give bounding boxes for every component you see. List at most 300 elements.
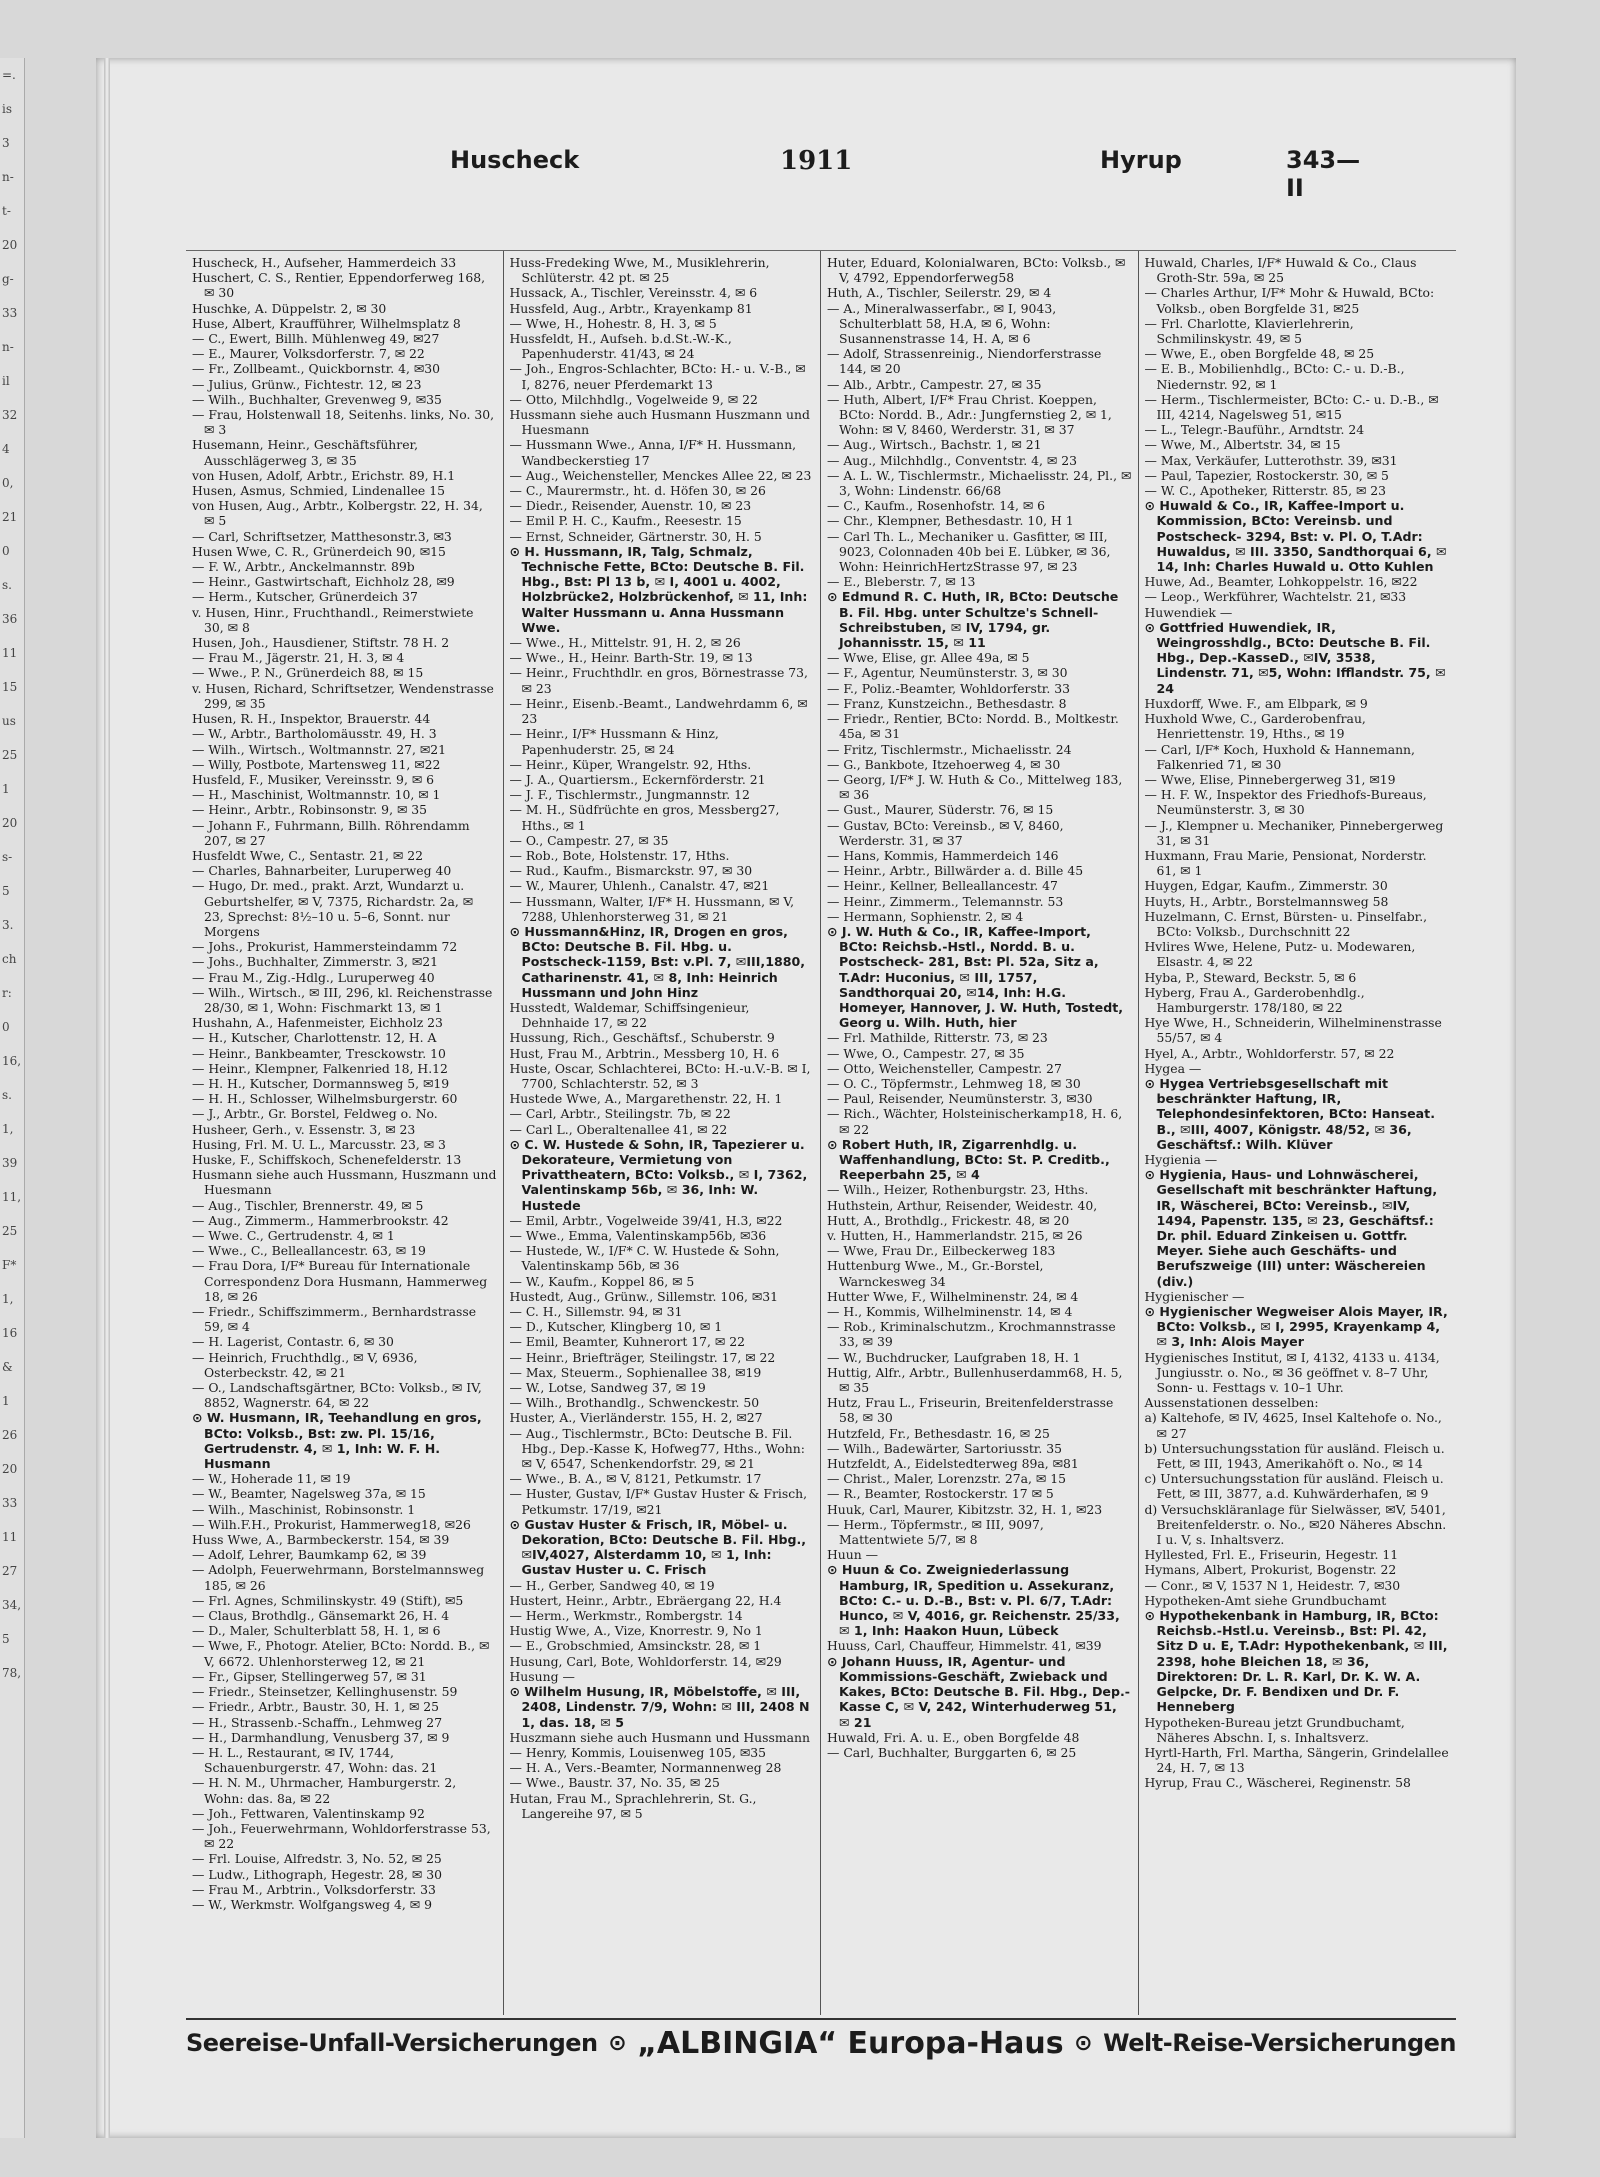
header-page-number: 343—II <box>1286 146 1361 202</box>
directory-entry: Hutzfeldt, A., Eidelstedterweg 89a, ✉81 <box>827 1456 1079 1472</box>
directory-entry: — F., Poliz.-Beamter, Wohldorferstr. 33 <box>827 680 1071 696</box>
adjacent-page-fragment: 20 <box>2 1462 18 1476</box>
directory-entry: — Herm., Töpfermstr., ✉ III, 9097, Mattentwiete 5/7, ✉ 8 <box>827 1516 1044 1548</box>
directory-entry: Hutan, Frau M., Sprachlehrerin, St. G., Langereihe 97, ✉ 5 <box>509 1790 757 1821</box>
directory-entry: — Rob., Bote, Holstenstr. 17, Hths. <box>509 847 730 863</box>
directory-entry: — Emil P. H. C., Kaufm., Reesestr. 15 <box>509 513 742 529</box>
directory-entry: Hyberg, Frau A., Garderobenhdlg., Hamburgerstr. 178/180, ✉ 22 <box>1144 984 1365 1015</box>
directory-entry: — Ludw., Lithograph, Hegestr. 28, ✉ 30 <box>192 1866 442 1882</box>
directory-entry: Husstedt, Waldemar, Schiffsingenieur, Dehnhaide 17, ✉ 22 <box>509 999 750 1031</box>
directory-entry: — Paul, Reisender, Neumünsterstr. 3, ✉30 <box>827 1091 1093 1107</box>
adjacent-page-fragment: 25 <box>2 748 18 762</box>
directory-entry: — Diedr., Reisender, Auenstr. 10, ✉ 23 <box>509 498 752 514</box>
directory-entry: a) Kaltehofe, ✉ IV, 4625, Insel Kaltehofe o. No., ✉ 27 <box>1144 1410 1442 1441</box>
adjacent-page-fragment: n- <box>2 170 14 184</box>
directory-entry: Hustede Wwe, A., Margarethenstr. 22, H. 1 <box>509 1091 783 1107</box>
directory-entry: — Frl. Charlotte, Klavierlehrerin, Schmilinskystr. 49, ✉ 5 <box>1144 315 1354 347</box>
directory-entry: — Wwe. C., Gertrudenstr. 4, ✉ 1 <box>192 1228 395 1243</box>
directory-entry: ⊙ Gottfried Huwendiek, IR, Weingrosshdlg., BCto: Deutsche B. Fil. Hbg., Dep.-KasseD., ✉IV, 3538, Lindenstr. 71, ✉5, Wohn: Ifflandstr. 75, ✉ 24 <box>1144 619 1446 696</box>
directory-entry: Husfeld, F., Musiker, Vereinsstr. 9, ✉ 6 <box>192 771 435 787</box>
directory-entry: — O., Campestr. 27, ✉ 35 <box>509 832 669 848</box>
directory-entry: Huse, Albert, Kraufführer, Wilhelmsplatz 8 <box>192 315 461 331</box>
directory-entry: — Carl L., Oberaltenallee 41, ✉ 22 <box>509 1121 728 1137</box>
adjacent-page-fragment: 5 <box>2 884 10 898</box>
directory-entry: Hust, Frau M., Arbtrin., Messberg 10, H. 6 <box>509 1045 780 1061</box>
directory-entry: — L., Telegr.-Bauführ., Arndtstr. 24 <box>1144 422 1365 438</box>
directory-entry: — G., Bankbote, Itzehoerweg 4, ✉ 30 <box>827 756 1061 772</box>
directory-entry: — H. Lagerist, Contastr. 6, ✉ 30 <box>192 1334 394 1350</box>
directory-entry: Husemann, Heinr., Geschäftsführer, Ausschlägerweg 3, ✉ 35 <box>192 437 419 468</box>
adjacent-page-fragment: g- <box>2 272 14 286</box>
directory-entry: — Friedr., Schiffszimmerm., Bernhardstrasse 59, ✉ 4 <box>192 1304 477 1335</box>
directory-entry: ⊙ Huun & Co. Zweigniederlassung Hamburg, IR, Spedition u. Assekuranz, BCto: C.- u. D.-B., Bst: v. Pl. 6/7, T.Adr: Hunco, ✉ V, 4016, gr. Reichenstr. 25/33, ✉ 1, Inh: Haakon Huun, Lübeck <box>827 1562 1120 1639</box>
directory-entry: ⊙ Hypothekenbank in Hamburg, IR, BCto: Reichsb.-Hstl.u. Vereinsb., Bst: Pl. 42, Sitz D u. E, T.Adr: Hypothekenbank, ✉ III, 2398, hohe Bleichen 18, ✉ 36, Direktoren: Dr. L. R. Karl, Dr. K. W. A. Gelpcke, Dr. F. Bendixen und Dr. F. Henneberg <box>1144 1608 1448 1715</box>
directory-entry: Husfeldt Wwe, C., Sentastr. 21, ✉ 22 <box>192 847 423 863</box>
directory-entry: — C., Ewert, Billh. Mühlenweg 49, ✉27 <box>192 331 440 347</box>
directory-entry: Huss Wwe, A., Barmbeckerstr. 154, ✉ 39 <box>192 1532 450 1548</box>
directory-entry: ⊙ Hygea Vertriebsgesellschaft mit beschränkter Haftung, IR, Telephondesinfektoren, BCto: Hanseat. B., ✉III, 4007, Königstr. 48/52, ✉ 36, Geschäftsf.: Wilh. Klüver <box>1144 1075 1435 1152</box>
directory-entry: Hutter Wwe, F., Wilhelminenstr. 24, ✉ 4 <box>827 1288 1079 1304</box>
adjacent-page-fragment: 21 <box>2 510 18 524</box>
directory-entry: — Otto, Weichensteller, Campestr. 27 <box>827 1060 1062 1076</box>
directory-entry: Hvlires Wwe, Helene, Putz- u. Modewaren, Elsastr. 4, ✉ 22 <box>1144 939 1416 970</box>
directory-entry: — Johs., Prokurist, Hammersteindamm 72 <box>192 939 458 955</box>
directory-entry: Hye Wwe, H., Schneiderin, Wilhelminenstrasse 55/57, ✉ 4 <box>1144 1015 1442 1046</box>
directory-entry: — Leop., Werkführer, Wachtelstr. 21, ✉33 <box>1144 589 1407 605</box>
directory-entry: — Frau M., Zig.-Hdlg., Luruperweg 40 <box>192 969 435 985</box>
directory-entry: — W., Buchdrucker, Laufgraben 18, H. 1 <box>827 1349 1081 1365</box>
adjacent-page-fragment: F* <box>2 1258 17 1272</box>
directory-entry: — F. W., Arbtr., Anckelmannstr. 89b <box>192 559 415 575</box>
directory-column-2 <box>504 251 822 2015</box>
directory-entry: — Frl. Louise, Alfredstr. 3, No. 52, ✉ 25 <box>192 1851 442 1867</box>
directory-entry: — C. H., Sillemstr. 94, ✉ 31 <box>509 1304 683 1320</box>
directory-entry: — Willy, Postbote, Martensweg 11, ✉22 <box>192 756 441 772</box>
directory-entry: Husmann siehe auch Hussmann, Huszmann und Huesmann <box>192 1167 497 1198</box>
adjacent-page-fragment: 11 <box>2 1530 18 1544</box>
directory-entry: — Frau M., Arbtrin., Volksdorferstr. 33 <box>192 1881 436 1897</box>
directory-entry: Huster, A., Vierländerstr. 155, H. 2, ✉27 <box>509 1410 763 1426</box>
directory-entry: — Friedr., Steinsetzer, Kellinghusenstr. 59 <box>192 1684 458 1700</box>
directory-entry: — H. H., Schlosser, Wilhelmsburgerstr. 60 <box>192 1091 458 1107</box>
directory-entry: — W., Kaufm., Koppel 86, ✉ 5 <box>509 1273 695 1289</box>
directory-entry: Hygienisches Institut, ✉ I, 4132, 4133 u. 4134, Jungiusstr. o. No., ✉ 36 geöffnet v. 8–7 Uhr, Sonn- u. Festtags v. 10–1 Uhr. <box>1144 1349 1440 1396</box>
adjacent-page-fragment: 20 <box>2 238 18 252</box>
directory-entry: — Wwe, Frau Dr., Eilbeckerweg 183 <box>827 1243 1056 1259</box>
directory-entry: — Frau M., Jägerstr. 21, H. 3, ✉ 4 <box>192 650 405 666</box>
directory-entry: — W., Maurer, Uhlenh., Canalstr. 47, ✉21 <box>509 878 770 894</box>
directory-entry: — H., Darmhandlung, Venusberg 37, ✉ 9 <box>192 1729 450 1745</box>
adjacent-page-fragment: ch <box>2 952 17 966</box>
directory-entry: ⊙ Hygienischer Wegweiser Alois Mayer, IR, BCto: Volksb., ✉ I, 2995, Krayenkamp 4, ✉ 3, Inh: Alois Mayer <box>1144 1304 1448 1350</box>
directory-entry: — Huth, Albert, I/F* Frau Christ. Koeppen, BCto: Nordd. B., Adr.: Jungfernstieg 2, ✉ 1, Wohn: ✉ V, 8460, Werderstr. 31, ✉ 37 <box>827 391 1112 438</box>
directory-entry: Husheer, Gerh., v. Essenstr. 3, ✉ 23 <box>192 1121 416 1137</box>
directory-entry: ⊙ Gustav Huster & Frisch, IR, Möbel- u. Dekoration, BCto: Deutsche B. Fil. Hbg., ✉IV,4027, Alsterdamm 10, ✉ 1, Inh: Gustav Huster u. C. Frisch <box>509 1516 807 1578</box>
directory-entry: — Herm., Tischlermeister, BCto: C.- u. D.-B., ✉ III, 4214, Nagelsweg 51, ✉15 <box>1144 391 1439 423</box>
directory-entry: Hyrup, Frau C., Wäscherei, Reginenstr. 58 <box>1144 1775 1411 1791</box>
directory-entry: — Wilh., Wirtsch., ✉ III, 296, kl. Reichenstrasse 28/30, ✉ 1, Wohn: Fischmarkt 13, ✉ 1 <box>192 984 493 1015</box>
directory-entry: — Heinr., Gastwirtschaft, Eichholz 28, ✉9 <box>192 574 455 590</box>
directory-entry: — Heinr., I/F* Hussmann & Hinz, Papenhuderstr. 25, ✉ 24 <box>509 726 719 757</box>
directory-entry: — Adolf, Strassenreinig., Niendorferstrasse 144, ✉ 20 <box>827 346 1102 377</box>
directory-entry: — Adolph, Feuerwehrmann, Borstelmannsweg 185, ✉ 26 <box>192 1562 485 1593</box>
adjacent-page-fragment: 1 <box>2 1394 10 1408</box>
directory-entry: — Johann F., Fuhrmann, Billh. Röhrendamm 207, ✉ 27 <box>192 817 470 848</box>
directory-entry: Hussack, A., Tischler, Vereinsstr. 4, ✉ 6 <box>509 285 758 301</box>
directory-entry: — Otto, Milchhdlg., Vogelweide 9, ✉ 22 <box>509 391 758 407</box>
directory-entry: — Heinr., Kellner, Belleallancestr. 47 <box>827 878 1058 894</box>
directory-entry: — W. C., Apotheker, Ritterstr. 85, ✉ 23 <box>1144 483 1387 499</box>
directory-entry: ⊙ J. W. Huth & Co., IR, Kaffee-Import, BCto: Reichsb.-Hstl., Nordd. B. u. Postscheck- 281, Bst: Pl. 52a, Sitz a, T.Adr: Huconius, ✉ III, 1757, Sandthorquai 20, ✉14, Inh: H.G. Homeyer, Hannover, J. W. Huth, Tostedt, Georg u. Wilh. Huth, hier <box>827 923 1124 1031</box>
adjacent-page-fragment: n- <box>2 340 14 354</box>
directory-entry: — Gust., Maurer, Süderstr. 76, ✉ 15 <box>827 802 1054 818</box>
adjacent-page-fragment: us <box>2 714 16 728</box>
adjacent-page-fragment: il <box>2 374 10 388</box>
directory-entry: — Joh., Feuerwehrmann, Wohldorferstrasse 53, ✉ 22 <box>192 1820 491 1852</box>
directory-entry: — Hussmann, Walter, I/F* H. Hussmann, ✉ V, 7288, Uhlenhorsterweg 31, ✉ 21 <box>509 893 795 924</box>
directory-entry: Huwe, Ad., Beamter, Lohkoppelstr. 16, ✉22 <box>1144 574 1418 590</box>
directory-entry: Hussung, Rich., Geschäftsf., Schuberstr. 9 <box>509 1030 775 1046</box>
directory-entry: v. Hutten, H., Hammerlandstr. 215, ✉ 26 <box>827 1228 1083 1243</box>
directory-entry: — Fr., Gipser, Stellingerweg 57, ✉ 31 <box>192 1668 427 1684</box>
directory-entry: — Frl. Agnes, Schmilinskystr. 49 (Stift), ✉5 <box>192 1592 464 1608</box>
directory-entry: — Carl, I/F* Koch, Huxhold & Hannemann, Falkenried 71, ✉ 30 <box>1144 741 1415 772</box>
adjacent-page-fragment: 16 <box>2 1326 18 1340</box>
directory-entry: — Aug., Wirtsch., Bachstr. 1, ✉ 21 <box>827 437 1042 453</box>
directory-entry: — H., Kutscher, Charlottenstr. 12, H. A <box>192 1030 437 1046</box>
directory-entry: Husen, R. H., Inspektor, Brauerstr. 44 <box>192 711 431 727</box>
directory-entry: Hypotheken-Amt siehe Grundbuchamt <box>1144 1592 1387 1608</box>
directory-entry: — Herm., Kutscher, Grünerdeich 37 <box>192 589 418 605</box>
directory-entry: — Gustav, BCto: Vereinsb., ✉ V, 8460, Werderstr. 31, ✉ 37 <box>827 817 1064 848</box>
footer-advertisement <box>186 2018 1456 2066</box>
directory-entry: Huss-Fredeking Wwe, M., Musiklehrerin, Schlüterstr. 42 pt. ✉ 25 <box>509 255 770 286</box>
directory-entry: — Heinr., Eisenb.-Beamt., Landwehrdamm 6, ✉ 23 <box>509 695 808 727</box>
adjacent-page-fragment: 33 <box>2 1496 18 1510</box>
adjacent-page-fragment: 1, <box>2 1122 14 1136</box>
directory-entry: — Heinr., Briefträger, Steilingstr. 17, ✉ 22 <box>509 1349 776 1365</box>
directory-entry: — F., Agentur, Neumünsterstr. 3, ✉ 30 <box>827 665 1068 681</box>
directory-entry: Aussenstationen desselben: <box>1144 1395 1319 1411</box>
directory-entry: — Heinr., Arbtr., Robinsonstr. 9, ✉ 35 <box>192 802 428 818</box>
directory-entry: — H., Maschinist, Woltmannstr. 10, ✉ 1 <box>192 787 441 803</box>
directory-entry: — Franz, Kunstzeichn., Bethesdastr. 8 <box>827 695 1067 711</box>
directory-entry: — Heinr., Küper, Wrangelstr. 92, Hths. <box>509 756 752 772</box>
directory-entry: — Heinr., Fruchthdlr. en gros, Börnestrasse 73, ✉ 23 <box>509 665 808 696</box>
directory-entry: Huttenburg Wwe., M., Gr.-Borstel, Warnckesweg 34 <box>827 1258 1044 1289</box>
adjacent-page-fragment: 32 <box>2 408 18 422</box>
directory-entry: Huttig, Alfr., Arbtr., Bullenhuserdamm68, H. 5, ✉ 35 <box>827 1364 1123 1396</box>
directory-entry: Huschert, C. S., Rentier, Eppendorferweg 168, ✉ 30 <box>192 270 486 301</box>
adjacent-page-edge <box>0 58 25 2138</box>
adjacent-page-fragment: 5 <box>2 1632 10 1646</box>
directory-entry: — H. N. M., Uhrmacher, Hamburgerstr. 2, Wohn: das. 8a, ✉ 22 <box>192 1775 457 1806</box>
directory-entry: Huste, Oscar, Schlachterei, BCto: H.-u.V.-B. ✉ I, 7700, Schlachterstr. 52, ✉ 3 <box>509 1060 811 1091</box>
directory-entry: — H., Gerber, Sandweg 40, ✉ 19 <box>509 1577 715 1593</box>
directory-entry: — W., Beamter, Nagelsweg 37a, ✉ 15 <box>192 1486 426 1502</box>
adjacent-page-fragment: 20 <box>2 816 18 830</box>
directory-entry: — Aug., Weichensteller, Menckes Allee 22, ✉ 23 <box>509 467 812 483</box>
adjacent-page-fragment: t- <box>2 204 11 218</box>
directory-entry: ⊙ Hygienia, Haus- und Lohnwäscherei, Gesellschaft mit beschränkter Haftung, IR, Wäscherei, BCto: Vereinsb., ✉IV, 1494, Papenstr. 135, ✉ 23, Geschäftsf.: Dr. phil. Eduard Zinkeisen u. Gottfr. Meyer. Siehe auch Geschäfts- und Berufszweige (III) unter: Wäschereien (div.) <box>1144 1167 1438 1289</box>
directory-entry: — Fritz, Tischlermstr., Michaelisstr. 24 <box>827 741 1072 757</box>
header-last-name: Hyrup <box>1100 146 1182 174</box>
directory-entry: — W., Arbtr., Bartholomäusstr. 49, H. 3 <box>192 726 437 742</box>
directory-entry: c) Untersuchungsstation für ausländ. Fleisch u. Fett, ✉ III, 3877, a.d. Kuhwärderhafen, ✉ 9 <box>1144 1471 1444 1502</box>
directory-entry: Hyrtl-Harth, Frl. Martha, Sängerin, Grindelallee 24, H. 7, ✉ 13 <box>1144 1744 1449 1776</box>
directory-entry: — Rud., Kaufm., Bismarckstr. 97, ✉ 30 <box>509 863 753 879</box>
directory-entry: ⊙ Johann Huuss, IR, Agentur- und Kommissions-Geschäft, Zwieback und Kakes, BCto: Deutsche B. Fil. Hbg., Dep.-Kasse C, ✉ V, 242, Winterhuderweg 51, ✉ 21 <box>827 1653 1130 1730</box>
directory-entry: — Hugo, Dr. med., prakt. Arzt, Wundarzt u. Geburtshelfer, ✉ V, 7375, Richardstr. 2a, ✉ 23, Sprechst: 8½–10 u. 5–6, Sonnt. nur Morgens <box>192 878 474 939</box>
directory-entry: Hussfeldt, H., Aufseh. b.d.St.-W.-K., Papenhuderstr. 41/43, ✉ 24 <box>509 331 732 362</box>
directory-entry: Huter, Eduard, Kolonialwaren, BCto: Volksb., ✉ V, 4792, Eppendorferweg58 <box>827 255 1126 286</box>
directory-entry: — Herm., Werkmstr., Rombergstr. 14 <box>509 1608 743 1624</box>
footer-right-text: Welt-Reise-Versicherungen <box>1103 2029 1456 2057</box>
directory-entry: — Carl, Arbtr., Steilingstr. 7b, ✉ 22 <box>509 1106 731 1122</box>
directory-entry: — H. F. W., Inspektor des Friedhofs-Bureaus, Neumünsterstr. 3, ✉ 30 <box>1144 787 1427 818</box>
directory-entry: Hygienischer — <box>1144 1288 1245 1304</box>
directory-entry: Huxdorff, Wwe. F., am Elbpark, ✉ 9 <box>1144 695 1368 711</box>
directory-entry: Huuss, Carl, Chauffeur, Himmelstr. 41, ✉39 <box>827 1638 1102 1654</box>
directory-entry: — Emil, Arbtr., Vogelweide 39/41, H.3, ✉22 <box>509 1212 783 1228</box>
directory-entry: — Wilh., Heizer, Rothenburgstr. 23, Hths. <box>827 1182 1089 1198</box>
directory-entry: — Christ., Maler, Lorenzstr. 27a, ✉ 15 <box>827 1471 1066 1487</box>
directory-entry: Husung, Carl, Bote, Wohldorferstr. 14, ✉29 <box>509 1653 782 1669</box>
directory-entry: ⊙ Wilhelm Husung, IR, Möbelstoffe, ✉ III, 2408, Lindenstr. 7/9, Wohn: ✉ III, 2408 N 1, das. 18, ✉ 5 <box>509 1684 810 1730</box>
directory-entry: Huszmann siehe auch Husmann und Hussmann <box>509 1729 810 1745</box>
adjacent-page-fragment: 15 <box>2 680 18 694</box>
directory-entry: — Rich., Wächter, Holsteinischerkamp18, H. 6, ✉ 22 <box>827 1106 1123 1137</box>
directory-entry: Huth, A., Tischler, Seilerstr. 29, ✉ 4 <box>827 285 1052 301</box>
directory-entry: — E., Grobschmied, Amsinckstr. 28, ✉ 1 <box>509 1638 762 1654</box>
directory-entry: — Wwe, E., oben Borgfelde 48, ✉ 25 <box>1144 346 1375 362</box>
directory-entry: — Aug., Tischler, Brennerstr. 49, ✉ 5 <box>192 1197 424 1213</box>
directory-entry: Huun — <box>827 1547 879 1563</box>
directory-entry: — Carl, Schriftsetzer, Matthesonstr.3, ✉3 <box>192 528 452 544</box>
directory-entry: — Carl Th. L., Mechaniker u. Gasfitter, ✉ III, 9023, Colonnaden 40b bei E. Lübker, ✉ 36, Wohn: HeinrichHertzStrasse 97, ✉ 23 <box>827 528 1111 575</box>
directory-entry: — Heinrich, Fruchthdlg., ✉ V, 6936, Osterbeckstr. 42, ✉ 21 <box>192 1349 418 1380</box>
directory-entry: — J., Klempner u. Mechaniker, Pinnebergerweg 31, ✉ 31 <box>1144 817 1444 848</box>
directory-entry: Huschke, A. Düppelstr. 2, ✉ 30 <box>192 300 387 316</box>
adjacent-page-fragment: s- <box>2 850 13 864</box>
directory-entry: Hygienia — <box>1144 1151 1218 1167</box>
directory-entry: Hussfeld, Aug., Arbtr., Krayenkamp 81 <box>509 300 753 316</box>
directory-entry: Huxmann, Frau Marie, Pensionat, Norderstr. 61, ✉ 1 <box>1144 847 1427 879</box>
directory-entry: — Wwe., H., Heinr. Barth-Str. 19, ✉ 13 <box>509 650 753 666</box>
directory-entry: Hustedt, Aug., Grünw., Sillemstr. 106, ✉31 <box>509 1288 779 1304</box>
directory-entry: — Henry, Kommis, Louisenweg 105, ✉35 <box>509 1744 766 1760</box>
footer-separator-1: ⊙ <box>608 2030 627 2056</box>
directory-entry: Hyllested, Frl. E., Friseurin, Hegestr. 11 <box>1144 1547 1399 1563</box>
directory-entry: — Frl. Mathilde, Ritterstr. 73, ✉ 23 <box>827 1030 1048 1046</box>
directory-entry: — Friedr., Rentier, BCto: Nordd. B., Moltkestr. 45a, ✉ 31 <box>827 711 1119 742</box>
directory-entry: — Heinr., Zimmerm., Telemannstr. 53 <box>827 893 1064 909</box>
directory-entry: — Heinr., Bankbeamter, Tresckowstr. 10 <box>192 1045 446 1061</box>
directory-entry: — W., Lotse, Sandweg 37, ✉ 19 <box>509 1380 706 1396</box>
adjacent-page-fragment: 0, <box>2 476 14 490</box>
adjacent-page-fragment: 33 <box>2 306 18 320</box>
directory-entry: Husen, Asmus, Schmied, Lindenallee 15 <box>192 483 445 499</box>
directory-entry: Hustig Wwe, A., Vize, Knorrestr. 9, No 1 <box>509 1623 763 1639</box>
directory-entry: — Wilh., Maschinist, Robinsonstr. 1 <box>192 1501 416 1517</box>
directory-entry: Huske, F., Schiffskoch, Schenefelderstr. 13 <box>192 1151 462 1167</box>
directory-entry: — C., Maurermstr., ht. d. Höfen 30, ✉ 26 <box>509 483 766 499</box>
directory-entry: — O., Landschaftsgärtner, BCto: Volksb., ✉ IV, 8852, Wagnerstr. 64, ✉ 22 <box>192 1380 482 1411</box>
directory-entry: ⊙ W. Husmann, IR, Teehandlung en gros, BCto: Volksb., Bst: zw. Pl. 15/16, Gertrudenstr. 4, ✉ 1, Inh: W. F. H. Husmann <box>192 1410 482 1472</box>
directory-entry: — H. A., Vers.-Beamter, Normannenweg 28 <box>509 1760 782 1776</box>
directory-entry: — Charles Arthur, I/F* Mohr & Huwald, BCto: Volksb., oben Borgfelde 31, ✉25 <box>1144 285 1435 316</box>
directory-entry: — E., Bleberstr. 7, ✉ 13 <box>827 574 976 590</box>
adjacent-page-fragment: 25 <box>2 1224 18 1238</box>
adjacent-page-fragment: 11, <box>2 1190 22 1204</box>
footer-company-name: „ALBINGIA“ Europa-Haus <box>637 2025 1064 2061</box>
directory-entry: — Emil, Beamter, Kuhnerort 17, ✉ 22 <box>509 1334 745 1350</box>
adjacent-page-fragment: 0 <box>2 1020 10 1034</box>
adjacent-page-fragment: r: <box>2 986 12 1000</box>
directory-entry: — Wwe., P. N., Grünerdeich 88, ✉ 15 <box>192 665 424 681</box>
directory-column-4 <box>1139 251 1457 2015</box>
directory-entry: — J. A., Quartiersm., Eckernförderstr. 21 <box>509 771 766 787</box>
directory-entry: von Husen, Adolf, Arbtr., Erichstr. 89, H.1 <box>192 467 456 483</box>
directory-entry: — E., Maurer, Volksdorferstr. 7, ✉ 22 <box>192 346 425 362</box>
directory-entry: — H., Kommis, Wilhelminenstr. 14, ✉ 4 <box>827 1304 1073 1320</box>
directory-entry: — Hussmann Wwe., Anna, I/F* H. Hussmann, Wandbeckerstieg 17 <box>509 437 797 468</box>
directory-entry: Hutt, A., Brothdlg., Frickestr. 48, ✉ 20 <box>827 1212 1070 1228</box>
adjacent-page-fragment: s. <box>2 578 12 592</box>
directory-entry: — H. H., Kutscher, Dormannsweg 5, ✉19 <box>192 1075 450 1091</box>
directory-entry: — Chr., Klempner, Bethesdastr. 10, H 1 <box>827 513 1074 529</box>
directory-entry: Huwald, Charles, I/F* Huwald & Co., Claus Groth-Str. 59a, ✉ 25 <box>1144 255 1417 286</box>
page-fold <box>104 58 110 2138</box>
directory-entry: Hyel, A., Arbtr., Wohldorferstr. 57, ✉ 22 <box>1144 1045 1395 1061</box>
adjacent-page-fragment: 1, <box>2 1292 14 1306</box>
header-year: 1911 <box>780 146 853 176</box>
footer-left-text: Seereise-Unfall-Versicherungen <box>186 2029 598 2057</box>
directory-entry: Huscheck, H., Aufseher, Hammerdeich 33 <box>192 255 457 270</box>
directory-entry: Huthstein, Arthur, Reisender, Weidestr. 40, <box>827 1197 1098 1213</box>
directory-entry: — W., Werkmstr. Wolfgangsweg 4, ✉ 9 <box>192 1896 432 1912</box>
directory-entry: Huzelmann, C. Ernst, Bürsten- u. Pinselfabr., BCto: Volksb., Durchschnitt 22 <box>1144 908 1428 939</box>
directory-entry: — J., Arbtr., Gr. Borstel, Feldweg o. No. <box>192 1106 438 1122</box>
directory-entry: — Max, Steuerm., Sophienallee 38, ✉19 <box>509 1364 762 1380</box>
directory-entry: — Hans, Kommis, Hammerdeich 146 <box>827 847 1059 863</box>
directory-entry: — Friedr., Arbtr., Baustr. 30, H. 1, ✉ 25 <box>192 1699 440 1715</box>
directory-entry: Huxhold Wwe, C., Garderobenfrau, Henriettenstr. 19, Hths., ✉ 19 <box>1144 711 1366 742</box>
directory-entry: Hussmann siehe auch Husmann Huszmann und Huesmann <box>509 407 810 438</box>
directory-entry: — Wwe., C., Belleallancestr. 63, ✉ 19 <box>192 1243 426 1259</box>
directory-columns <box>186 250 1456 2015</box>
directory-entry: — Wilh., Brothandlg., Schwenckestr. 50 <box>509 1395 760 1411</box>
directory-entry: — Wwe, H., Hohestr. 8, H. 3, ✉ 5 <box>509 315 717 331</box>
directory-entry: v. Husen, Richard, Schriftsetzer, Wendenstrasse 299, ✉ 35 <box>192 680 494 711</box>
adjacent-page-fragment: 16, <box>2 1054 22 1068</box>
directory-entry: — Wilh., Buchhalter, Grevenweg 9, ✉35 <box>192 391 442 407</box>
adjacent-page-fragment: 36 <box>2 612 18 626</box>
directory-entry: Hygea — <box>1144 1060 1202 1076</box>
directory-entry: — Hustede, W., I/F* C. W. Hustede & Sohn, Valentinskamp 56b, ✉ 36 <box>509 1243 780 1274</box>
directory-entry: Husung — <box>509 1668 575 1684</box>
directory-entry: ⊙ H. Hussmann, IR, Talg, Schmalz, Technische Fette, BCto: Deutsche B. Fil. Hbg., Bst: Pl 13 b, ✉ I, 4001 u. 4002, Holzbrücke2, Holzbrückenhof, ✉ 11, Inh: Walter Hussmann u. Anna Hussmann Wwe. <box>509 543 808 635</box>
directory-entry: ⊙ Huwald & Co., IR, Kaffee-Import u. Kommission, BCto: Vereinsb. und Postscheck- 3294, Bst: v. Pl. O, T.Adr: Huwaldus, ✉ III. 3350, Sandthorquai 6, ✉ 14, Inh: Charles Huwald u. Otto Kuhlen <box>1144 498 1447 575</box>
directory-entry: — Frau, Holstenwall 18, Seitenhs. links, No. 30, ✉ 3 <box>192 407 495 438</box>
directory-entry: — H., Strassenb.-Schaffn., Lehmweg 27 <box>192 1714 443 1730</box>
directory-entry: — H. L., Restaurant, ✉ IV, 1744, Schauenburgerstr. 47, Wohn: das. 21 <box>192 1744 438 1776</box>
directory-entry: — Julius, Grünw., Fichtestr. 12, ✉ 23 <box>192 376 422 392</box>
directory-entry: Hyba, P., Steward, Beckstr. 5, ✉ 6 <box>1144 969 1357 985</box>
header-first-name: Huscheck <box>450 146 580 174</box>
directory-entry: Hutzfeld, Fr., Bethesdastr. 16, ✉ 25 <box>827 1425 1050 1441</box>
adjacent-page-fragment: 11 <box>2 646 18 660</box>
adjacent-page-fragment: 26 <box>2 1428 18 1442</box>
directory-entry: — Fr., Zollbeamt., Quickbornstr. 4, ✉30 <box>192 361 441 377</box>
adjacent-page-fragment: 27 <box>2 1564 18 1578</box>
directory-column-1 <box>186 251 504 2015</box>
directory-entry: von Husen, Aug., Arbtr., Kolbergstr. 22, H. 34, ✉ 5 <box>192 498 483 529</box>
adjacent-page-fragment: 0 <box>2 544 10 558</box>
directory-entry: ⊙ Hussmann&Hinz, IR, Drogen en gros, BCto: Deutsche B. Fil. Hbg. u. Postscheck-1159, Bst: v.Pl. 7, ✉III,1880, Catharinenstr. 41, ✉ 8, Inh: Heinrich Hussmann und John Hinz <box>509 923 806 1000</box>
directory-entry: — Johs., Buchhalter, Zimmerstr. 3, ✉21 <box>192 954 439 970</box>
directory-entry: — Wwe., Baustr. 37, No. 35, ✉ 25 <box>509 1775 720 1791</box>
directory-entry: — Huster, Gustav, I/F* Gustav Huster & Frisch, Petkumstr. 17/19, ✉21 <box>509 1486 808 1517</box>
adjacent-page-fragment: =. <box>2 68 16 82</box>
directory-entry: ⊙ C. W. Hustede & Sohn, IR, Tapezierer u. Dekorateure, Vermietung von Privattheatern, BCto: Volksb., ✉ I, 7362, Valentinskamp 56b, ✉ 36, Inh: W. Hustede <box>509 1136 808 1213</box>
directory-entry: — Ernst, Schneider, Gärtnerstr. 30, H. 5 <box>509 528 762 544</box>
directory-entry: — O. C., Töpfermstr., Lehmweg 18, ✉ 30 <box>827 1075 1081 1091</box>
directory-entry: — Wilh., Badewärter, Sartoriusstr. 35 <box>827 1440 1062 1456</box>
directory-entry: Huwendiek — <box>1144 604 1233 620</box>
directory-entry: Hutz, Frau L., Friseurin, Breitenfelderstrasse 58, ✉ 30 <box>827 1395 1114 1426</box>
adjacent-page-fragment: 3 <box>2 136 10 150</box>
directory-entry: ⊙ Edmund R. C. Huth, IR, BCto: Deutsche B. Fil. Hbg. unter Schultze's Schnell-Schreibstuben, ✉ IV, 1794, gr. Johannisstr. 15, ✉ 11 <box>827 589 1119 651</box>
directory-entry: — Claus, Brothdlg., Gänsemarkt 26, H. 4 <box>192 1608 450 1624</box>
directory-entry: Huygen, Edgar, Kaufm., Zimmerstr. 30 <box>1144 878 1388 894</box>
directory-entry: — E. B., Mobilienhdlg., BCto: C.- u. D.-B., Niedernstr. 92, ✉ 1 <box>1144 361 1405 392</box>
directory-entry: — Wwe, Elise, Pinnebergerweg 31, ✉19 <box>1144 771 1396 787</box>
directory-entry: — M. H., Südfrüchte en gros, Messberg27, Hths., ✉ 1 <box>509 802 780 833</box>
directory-entry: Huuk, Carl, Maurer, Kibitzstr. 32, H. 1, ✉23 <box>827 1501 1103 1517</box>
directory-entry: — Wwe., B. A., ✉ V, 8121, Petkumstr. 17 <box>509 1471 762 1487</box>
directory-entry: — Adolf, Lehrer, Baumkamp 62, ✉ 39 <box>192 1547 427 1563</box>
adjacent-page-fragment: 1 <box>2 782 10 796</box>
adjacent-page-fragment: is <box>2 102 12 116</box>
directory-entry: Huyts, H., Arbtr., Borstelmannsweg 58 <box>1144 893 1389 909</box>
directory-entry: — Aug., Milchhdlg., Conventstr. 4, ✉ 23 <box>827 452 1077 468</box>
directory-entry: — Georg, I/F* J. W. Huth & Co., Mittelweg 183, ✉ 36 <box>827 771 1123 803</box>
directory-entry: — Paul, Tapezier, Rostockerstr. 30, ✉ 5 <box>1144 467 1389 483</box>
directory-entry: — Wilh.F.H., Prokurist, Hammerweg18, ✉26 <box>192 1516 471 1532</box>
directory-entry: — Wilh., Wirtsch., Woltmannstr. 27, ✉21 <box>192 741 447 757</box>
directory-entry: — Heinr., Klempner, Falkenried 18, H.12 <box>192 1060 448 1076</box>
page-header <box>90 146 1376 202</box>
directory-entry: — A., Mineralwasserfabr., ✉ I, 9043, Schulterblatt 58, H.A, ✉ 6, Wohn: Susannenstrasse 14, H. A, ✉ 6 <box>827 300 1057 347</box>
directory-entry: — Frau Dora, I/F* Bureau für Internationale Correspondenz Dora Husmann, Hammerweg 18, ✉ 26 <box>192 1258 488 1304</box>
directory-entry: b) Untersuchungsstation für ausländ. Fleisch u. Fett, ✉ III, 1943, Amerikahöft o. No., ✉ 14 <box>1144 1440 1445 1472</box>
directory-entry: — Rob., Kriminalschutzm., Krochmannstrasse 33, ✉ 39 <box>827 1319 1116 1350</box>
directory-entry: — Heinr., Arbtr., Billwärder a. d. Bille 45 <box>827 863 1084 879</box>
adjacent-page-fragment: 34, <box>2 1598 22 1612</box>
directory-entry: ⊙ Robert Huth, IR, Zigarrenhdlg. u. Waffenhandlung, BCto: St. P. Creditb., Reeperbahn 25, ✉ 4 <box>827 1136 1110 1183</box>
directory-column-3 <box>821 251 1139 2015</box>
directory-entry: — Wwe, Elise, gr. Allee 49a, ✉ 5 <box>827 650 1030 666</box>
directory-entry: — D., Maler, Schulterblatt 58, H. 1, ✉ 6 <box>192 1623 441 1639</box>
directory-entry: — Max, Verkäufer, Lutterothstr. 39, ✉31 <box>1144 452 1398 468</box>
directory-entry: — C., Kaufm., Rosenhofstr. 14, ✉ 6 <box>827 498 1046 514</box>
directory-entry: — Alb., Arbtr., Campestr. 27, ✉ 35 <box>827 376 1042 392</box>
adjacent-page-fragment: & <box>2 1360 13 1374</box>
directory-entry: — J. F., Tischlermstr., Jungmannstr. 12 <box>509 787 750 803</box>
directory-entry: — Aug., Zimmerm., Hammerbrookstr. 42 <box>192 1212 449 1228</box>
directory-entry: — D., Kutscher, Klingberg 10, ✉ 1 <box>509 1319 723 1335</box>
